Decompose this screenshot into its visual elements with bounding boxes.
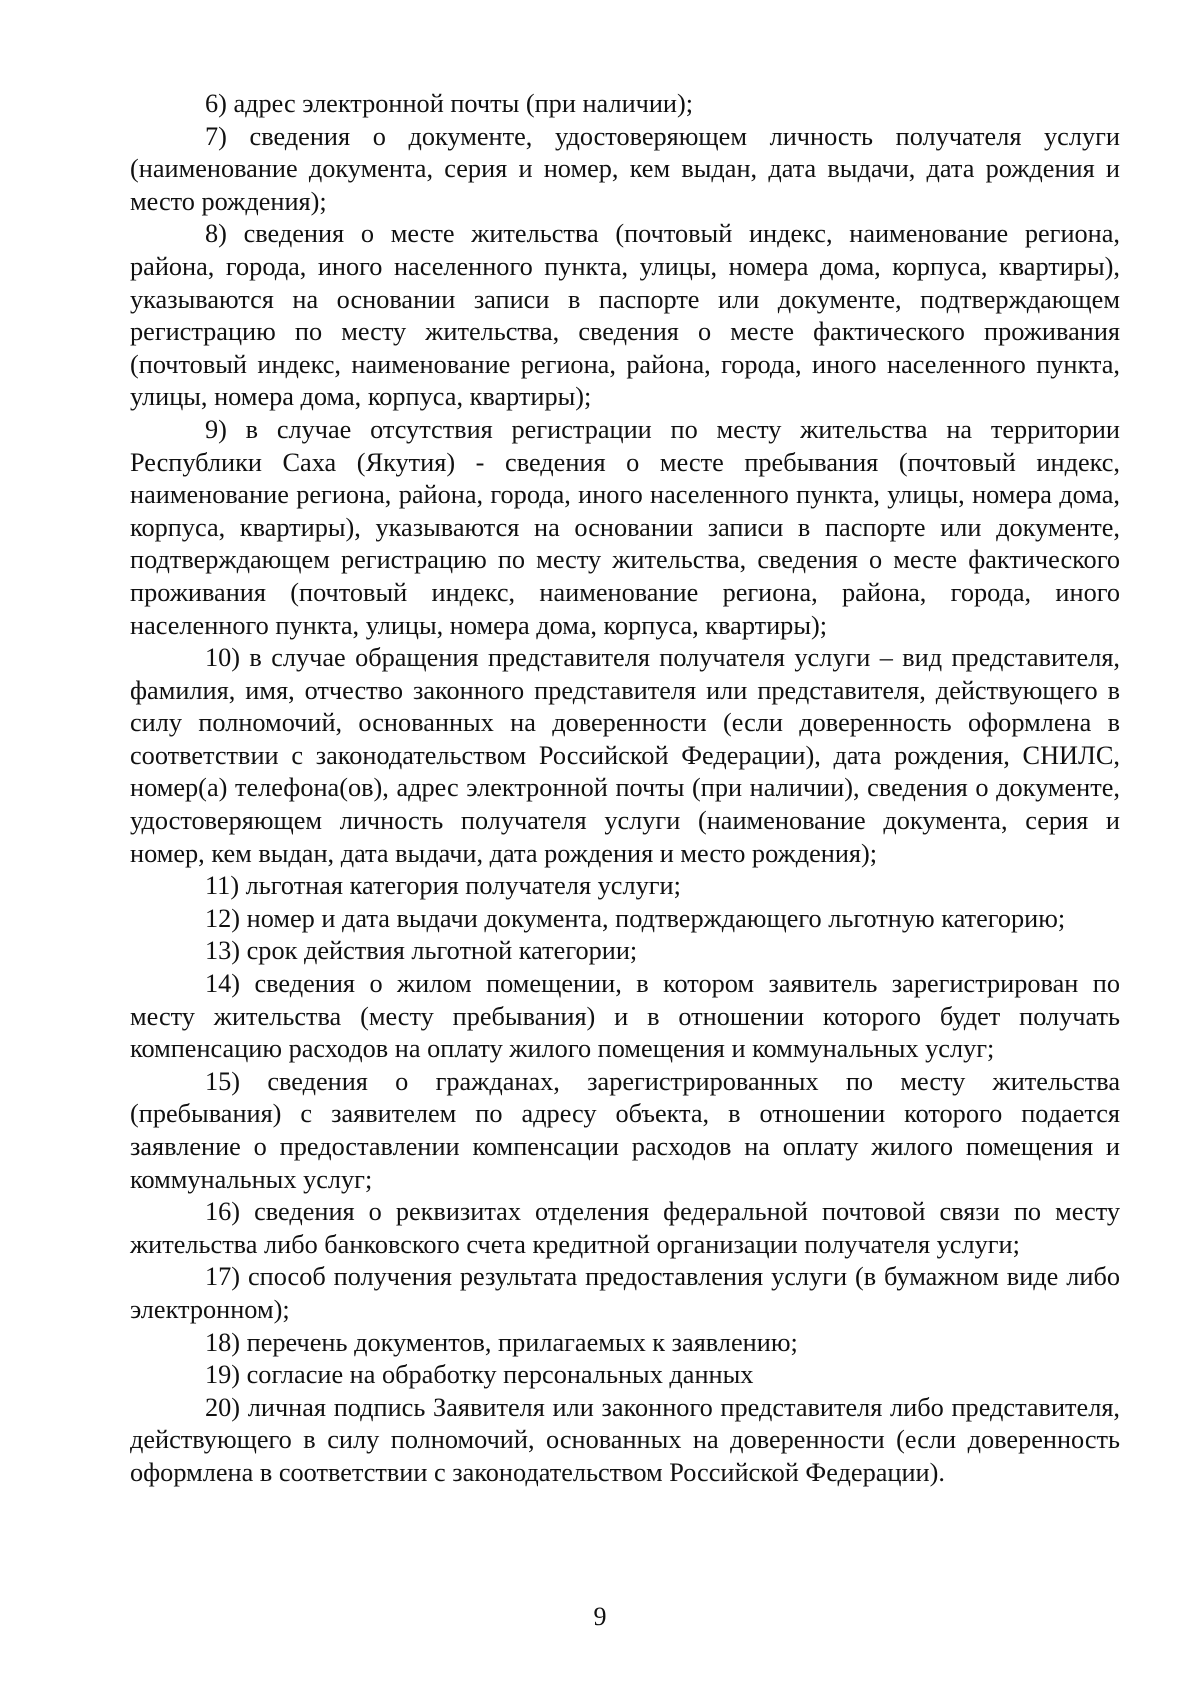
document-body	[130, 88, 1120, 1490]
list-item-18: 18) перечень документов, прилагаемых к заявлению;	[205, 1327, 798, 1357]
list-item-11: 11) льготная категория получателя услуги;	[205, 871, 681, 901]
list-item-14: 14) сведения о жилом помещении, в котором заявитель зарегистрирован по месту жительства (месту пребывания) и в отношении которого будет получать компенсацию расходов на оплату жилого помещения и коммунальных услуг;	[130, 969, 1120, 1064]
list-item-8: 8) сведения о месте жительства (почтовый индекс, наименование региона, района, города, иного населенного пункта, улицы, номера дома, корпуса, квартиры), указываются на основании записи в паспорте или документе, подтверждающем регистрацию по месту жительства, сведения о месте фактического проживания (почтовый индекс, наименование региона, района, города, иного населенного пункта, улицы, номера дома, корпуса, квартиры);	[130, 219, 1120, 412]
list-item-17: 17) способ получения результата предоставления услуги (в бумажном виде либо электронном);	[130, 1262, 1120, 1324]
list-item-6: 6) адрес электронной почты (при наличии);	[205, 89, 694, 118]
list-item-9: 9) в случае отсутствия регистрации по месту жительства на территории Республики Саха (Якутия) - сведения о месте пребывания (почтовый индекс, наименование региона, района, города, иного населенного пункта, улицы, номера дома, корпуса, квартиры), указываются на основании записи в паспорте или документе, подтверждающем регистрацию по месту жительства, сведения о месте фактического проживания (почтовый индекс, наименование региона, района, города, иного населенного пункта, улицы, номера дома, корпуса, квартиры);	[130, 414, 1120, 640]
list-item-20: 20) личная подпись Заявителя или законного представителя либо представителя, действующего в силу полномочий, основанных на доверенности (если доверенность оформлена в соответствии с законодательством Российской Федерации).	[130, 1392, 1120, 1487]
list-item-15: 15) сведения о гражданах, зарегистрированных по месту жительства (пребывания) с заявителем по адресу объекта, в отношении которого подается заявление о предоставлении компенсации расходов на оплату жилого помещения и коммунальных услуг;	[130, 1066, 1120, 1194]
list-item-13: 13) срок действия льготной категории;	[205, 936, 638, 966]
list-item-10: 10) в случае обращения представителя получателя услуги – вид представителя, фамилия, имя, отчество законного представителя или представителя, действующего в силу полномочий, основанных на доверенности (если доверенность оформлена в соответствии с законодательством Российской Федерации), дата рождения, СНИЛС, номер(а) телефона(ов), адрес электронной почты (при наличии), сведения о документе, удостоверяющем личность получателя услуги (наименование документа, серия и номер, кем выдан, дата выдачи, дата рождения и место рождения);	[130, 643, 1120, 868]
page-number: 9	[593, 1602, 607, 1631]
list-item-7: 7) сведения о документе, удостоверяющем личность получателя услуги (наименование документа, серия и номер, кем выдан, дата выдачи, дата рождения и место рождения);	[130, 121, 1120, 216]
list-item-16: 16) сведения о реквизитах отделения федеральной почтовой связи по месту жительства либо банковского счета кредитной организации получателя услуги;	[130, 1197, 1120, 1259]
list-item-19: 19) согласие на обработку персональных данных	[205, 1360, 754, 1390]
list-item-12: 12) номер и дата выдачи документа, подтверждающего льготную категорию;	[205, 903, 1066, 933]
